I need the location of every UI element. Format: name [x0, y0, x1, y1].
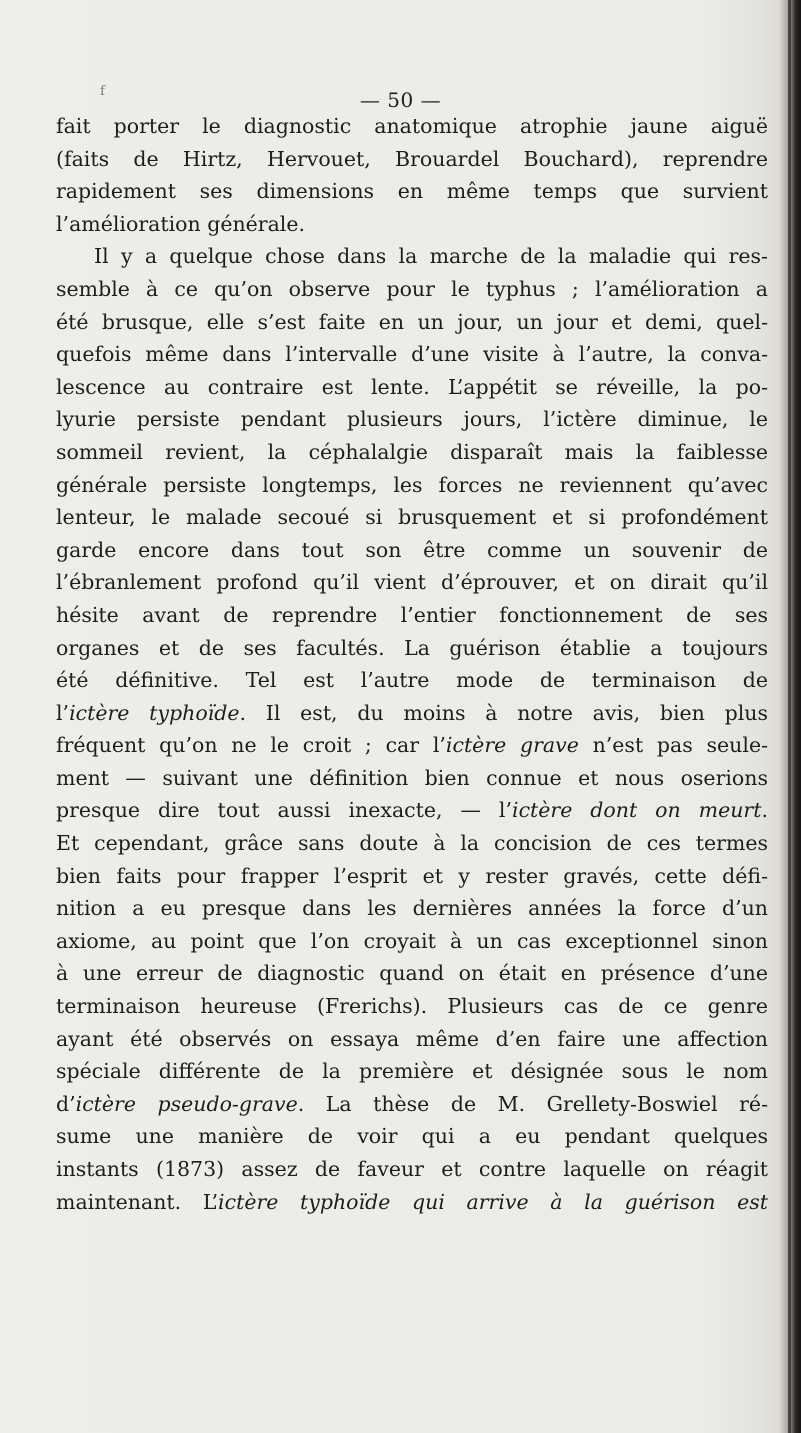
text-line: [56, 1023, 768, 1056]
italic-term: ictère typhoïde qui arrive à la guérison est: [218, 1189, 768, 1214]
text-segment: spéciale différente de la première et désignée sous le nom: [56, 1059, 768, 1084]
text-line: [56, 371, 768, 404]
text-segment: Et cependant, grâce sans doute à la concision de ces termes: [56, 831, 768, 856]
stray-print-mark: f: [100, 84, 105, 99]
text-line: [56, 1186, 768, 1219]
text-segment: lescence au contraire est lente. L’appétit se réveille, la po-: [56, 374, 768, 399]
text-segment: à une erreur de diagnostic quand on était en présence d’une: [56, 961, 768, 986]
text-line: [56, 175, 768, 208]
text-line: [56, 436, 768, 469]
text-line: [56, 403, 768, 436]
italic-term: ictère typhoïde: [69, 700, 240, 725]
text-line: [56, 566, 768, 599]
italic-term: ictère dont on meurt: [512, 798, 762, 823]
text-line: [56, 534, 768, 567]
text-segment: n’est pas seule-: [578, 733, 768, 758]
text-line: [56, 664, 768, 697]
text-line: [56, 338, 768, 371]
binding-shadow-line: [788, 0, 791, 1433]
text-segment: ayant été observés on essaya même d’en faire une affection: [56, 1026, 768, 1051]
text-line: [56, 240, 768, 273]
text-segment: rapidement ses dimensions en même temps que survient: [56, 179, 768, 204]
text-line: [56, 794, 768, 827]
text-segment: . Il est, du moins à notre avis, bien plus: [239, 700, 768, 725]
text-segment: (faits de Hirtz, Hervouet, Brouardel Bouchard), reprendre: [56, 146, 768, 171]
text-segment: ment — suivant une définition bien connue et nous oserions: [56, 765, 768, 790]
text-segment: . La thèse de M. Grellety-Boswiel ré-: [297, 1091, 768, 1116]
page-number: — 50 —: [359, 88, 442, 112]
text-segment: lenteur, le malade secoué si brusquement et si profondément: [56, 505, 768, 530]
text-line: [56, 762, 768, 795]
text-segment: bien faits pour frapper l’esprit et y rester gravés, cette défi-: [56, 863, 768, 888]
body-text: [56, 110, 768, 1218]
text-line: [56, 143, 768, 176]
text-segment: sume une manière de voir qui a eu pendant quelques: [56, 1124, 768, 1149]
text-line: [56, 860, 768, 893]
text-line: [56, 697, 768, 730]
text-segment: semble à ce qu’on observe pour le typhus ; l’amélioration a: [56, 276, 768, 301]
text-segment: organes et de ses facultés. La guérison établie a toujours: [56, 635, 768, 660]
text-segment: d’: [56, 1091, 76, 1116]
text-segment: Il y a quelque chose dans la marche de la maladie qui res-: [94, 244, 768, 269]
text-segment: l’: [56, 700, 70, 725]
text-segment: sommeil revient, la céphalalgie disparaît mais la faiblesse: [56, 439, 768, 464]
text-segment: terminaison heureuse (Frerichs). Plusieurs cas de ce genre: [56, 994, 768, 1019]
text-line: [56, 1088, 768, 1121]
text-line: [56, 827, 768, 860]
text-segment: hésite avant de reprendre l’entier fonctionnement de ses: [56, 602, 768, 627]
text-line: [56, 632, 768, 665]
text-line: [56, 990, 768, 1023]
text-segment: générale persiste longtemps, les forces ne reviennent qu’avec: [56, 472, 768, 497]
text-segment: instants (1873) assez de faveur et contre laquelle on réagit: [56, 1157, 768, 1181]
text-line: [56, 501, 768, 534]
text-segment: quefois même dans l’intervalle d’une visite à l’autre, la conva-: [56, 342, 768, 367]
text-line: [56, 306, 768, 339]
text-segment: l’ébranlement profond qu’il vient d’éprouver, et on dirait qu’il: [56, 570, 768, 595]
text-segment: lyurie persiste pendant plusieurs jours, l’ictère diminue, le: [56, 407, 768, 432]
text-line: [56, 957, 768, 990]
text-segment: axiome, au point que l’on croyait à un cas exceptionnel sinon: [56, 928, 768, 953]
text-line: [56, 599, 768, 632]
text-segment: été définitive. Tel est l’autre mode de terminaison de: [56, 668, 768, 693]
text-segment: nition a eu presque dans les dernières années la force d’un: [56, 896, 768, 921]
italic-term: ictère grave: [445, 733, 579, 758]
text-segment: été brusque, elle s’est faite en un jour, un jour et demi, quel-: [56, 309, 768, 334]
text-line: [56, 469, 768, 502]
text-segment: presque dire tout aussi inexacte, — l’: [56, 798, 513, 823]
text-segment: l’amélioration générale.: [56, 211, 306, 236]
italic-term: ictère pseudo-grave: [75, 1091, 298, 1116]
text-line: [56, 729, 768, 762]
text-line: [56, 892, 768, 925]
text-segment: garde encore dans tout son être comme un souvenir de: [56, 537, 768, 562]
text-segment: maintenant. L’: [56, 1189, 219, 1214]
text-line: [56, 208, 768, 241]
text-line: [56, 1055, 768, 1088]
text-segment: fait porter le diagnostic anatomique atrophie jaune aiguë: [56, 114, 768, 138]
text-segment: .: [761, 798, 768, 823]
text-line: [56, 110, 768, 143]
text-line: [56, 925, 768, 958]
text-line: [56, 273, 768, 306]
text-segment: fréquent qu’on ne le croit ; car l’: [56, 733, 446, 758]
text-line: [56, 1153, 768, 1186]
text-line: [56, 1120, 768, 1153]
